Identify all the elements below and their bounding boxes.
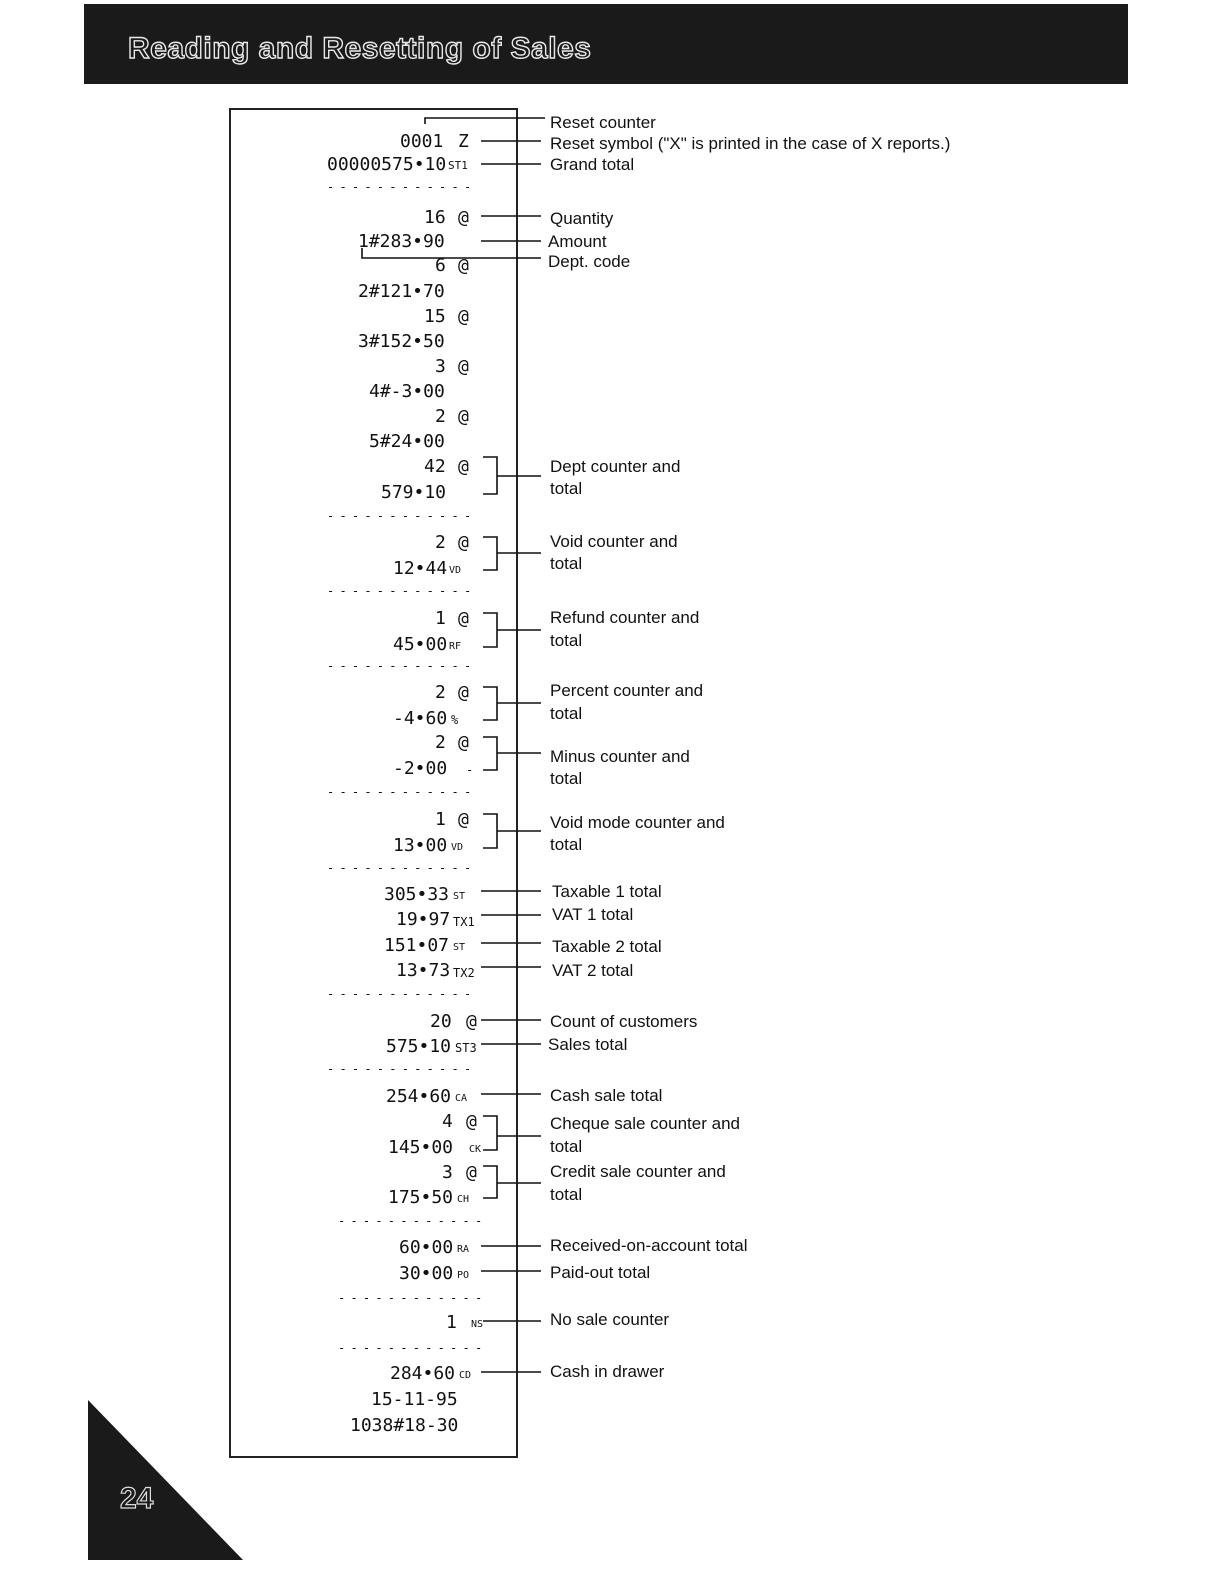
label-sales-total: Sales total <box>548 1035 628 1054</box>
roa-value: 60•00 <box>399 1237 454 1258</box>
cash-in-drawer-mark: CD <box>459 1370 472 1381</box>
vat1-mark: TX1 <box>453 915 475 929</box>
at-mark: @ <box>458 306 469 327</box>
cheque-mark: CK <box>469 1144 482 1155</box>
sales-total-value: 575•10 <box>386 1036 452 1057</box>
footer-line: 1038#18-30 <box>350 1415 459 1436</box>
voidmode-total: 13•00 <box>393 835 448 856</box>
at-mark: @ <box>458 532 469 553</box>
page-title: Reading and Resetting of Sales <box>128 32 592 65</box>
dept3-amount: 3#152•50 <box>358 331 445 352</box>
credit-total: 175•50 <box>388 1187 454 1208</box>
nosale-mark: NS <box>471 1319 484 1330</box>
at-mark: @ <box>466 1162 477 1183</box>
grand-total-value: 00000575•10 <box>327 154 447 175</box>
credit-mark: CH <box>457 1194 470 1205</box>
at-mark: @ <box>458 356 469 377</box>
label-total: total <box>550 704 583 723</box>
label-total: total <box>550 554 583 573</box>
minus-mark: - <box>466 763 474 777</box>
minus-total: -2•00 <box>393 758 448 779</box>
dept-counter: 42 <box>424 456 446 477</box>
dept4-qty: 3 <box>435 356 446 377</box>
label-total: total <box>550 1137 583 1156</box>
paidout-value: 30•00 <box>399 1263 454 1284</box>
label-dept-code: Dept. code <box>548 252 631 271</box>
separator: - - - - - - - - - - - - <box>338 1214 482 1228</box>
taxable1-mark: ST <box>453 891 466 902</box>
label-total: total <box>550 835 583 854</box>
at-mark: @ <box>458 456 469 477</box>
refund-mark: RF <box>449 641 462 652</box>
label-total: total <box>550 769 583 788</box>
at-mark: @ <box>458 682 469 703</box>
label-credit-counter: Credit sale counter and <box>550 1162 726 1181</box>
label-total: total <box>550 1185 583 1204</box>
label-cheque-counter: Cheque sale counter and <box>550 1114 740 1133</box>
separator: - - - - - - - - - - - - <box>327 1062 471 1076</box>
cheque-counter: 4 <box>442 1111 453 1132</box>
label-nosale: No sale counter <box>550 1310 670 1329</box>
label-void-counter: Void counter and <box>550 532 678 551</box>
percent-counter: 2 <box>435 682 446 703</box>
label-vat2: VAT 2 total <box>552 961 634 980</box>
label-taxable2: Taxable 2 total <box>552 937 662 956</box>
minus-counter: 2 <box>435 732 446 753</box>
reset-counter-value: 0001 <box>400 131 444 152</box>
label-paidout: Paid-out total <box>550 1263 651 1282</box>
reset-symbol-value: Z <box>458 131 469 152</box>
roa-mark: RA <box>457 1244 470 1255</box>
taxable2-mark: ST <box>453 942 466 953</box>
label-total: total <box>550 631 583 650</box>
cash-sale-value: 254•60 <box>386 1086 452 1107</box>
credit-counter: 3 <box>442 1162 453 1183</box>
vat1-value: 19•97 <box>396 909 451 930</box>
at-mark: @ <box>458 732 469 753</box>
at-mark: @ <box>466 1111 477 1132</box>
separator: - - - - - - - - - - - - <box>327 659 471 673</box>
dept1-amount: 1#283•90 <box>358 231 445 252</box>
at-mark: @ <box>458 608 469 629</box>
label-minus-counter: Minus counter and <box>550 747 690 766</box>
grand-total-mark: ST1 <box>448 159 468 172</box>
paidout-mark: PO <box>457 1270 470 1281</box>
dept2-qty: 6 <box>435 255 446 276</box>
label-taxable1: Taxable 1 total <box>552 882 662 901</box>
vat2-value: 13•73 <box>396 960 451 981</box>
taxable2-value: 151•07 <box>384 935 450 956</box>
nosale-value: 1 <box>446 1312 457 1333</box>
separator: - - - - - - - - - - - - <box>338 1341 482 1355</box>
page-number: 24 <box>120 1482 154 1515</box>
dept1-qty: 16 <box>424 207 446 228</box>
at-mark: @ <box>466 1011 477 1032</box>
void-counter: 2 <box>435 532 446 553</box>
separator: - - - - - - - - - - - - <box>327 180 471 194</box>
sales-total-mark: ST3 <box>455 1041 477 1055</box>
cash-in-drawer-value: 284•60 <box>390 1363 456 1384</box>
separator: - - - - - - - - - - - - <box>327 584 471 598</box>
refund-total: 45•00 <box>393 634 448 655</box>
label-vat1: VAT 1 total <box>552 905 634 924</box>
separator: - - - - - - - - - - - - <box>327 861 471 875</box>
dept2-amount: 2#121•70 <box>358 281 445 302</box>
dept-total: 579•10 <box>381 482 447 503</box>
void-total: 12•44 <box>393 558 448 579</box>
dept4-amount: 4#-3•00 <box>369 381 445 402</box>
label-roa: Received-on-account total <box>550 1236 748 1255</box>
at-mark: @ <box>458 809 469 830</box>
dept3-qty: 15 <box>424 306 446 327</box>
at-mark: @ <box>458 406 469 427</box>
corner-triangle <box>88 1400 248 1560</box>
separator: - - - - - - - - - - - - <box>327 987 471 1001</box>
separator: - - - - - - - - - - - - <box>327 509 471 523</box>
customers-value: 20 <box>430 1011 452 1032</box>
at-mark: @ <box>458 255 469 276</box>
separator: - - - - - - - - - - - - <box>338 1291 482 1305</box>
label-reset-counter: Reset counter <box>550 113 656 132</box>
label-percent-counter: Percent counter and <box>550 681 704 700</box>
at-mark: @ <box>458 207 469 228</box>
vat2-mark: TX2 <box>453 966 475 980</box>
label-dept-counter: Dept counter and <box>550 457 681 476</box>
separator: - - - - - - - - - - - - <box>327 785 471 799</box>
refund-counter: 1 <box>435 608 446 629</box>
cash-mark: CA <box>455 1093 468 1104</box>
label-grand-total: Grand total <box>550 155 635 174</box>
label-cash-in-drawer: Cash in drawer <box>550 1362 665 1381</box>
label-cash-sale: Cash sale total <box>550 1086 663 1105</box>
cheque-total: 145•00 <box>388 1137 454 1158</box>
void-mark: VD <box>449 565 462 576</box>
date-value: 15-11-95 <box>371 1389 458 1410</box>
label-quantity: Quantity <box>550 209 614 228</box>
label-total: total <box>550 479 583 498</box>
dept5-amount: 5#24•00 <box>369 431 445 452</box>
percent-mark: % <box>451 713 459 727</box>
voidmode-counter: 1 <box>435 809 446 830</box>
voidmode-mark: VD <box>451 842 464 853</box>
label-amount: Amount <box>548 232 607 251</box>
percent-total: -4•60 <box>393 708 448 729</box>
label-refund-counter: Refund counter and <box>550 608 700 627</box>
label-customers: Count of customers <box>550 1012 698 1031</box>
label-reset-symbol: Reset symbol ("X" is printed in the case of X reports.) <box>550 134 951 153</box>
dept5-qty: 2 <box>435 406 446 427</box>
taxable1-value: 305•33 <box>384 884 450 905</box>
label-voidmode-counter: Void mode counter and <box>550 813 725 832</box>
